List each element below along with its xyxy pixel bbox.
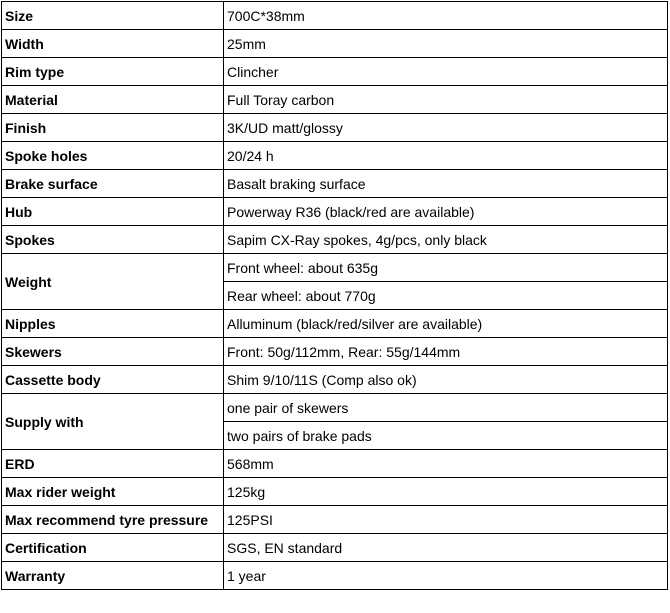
table-row xyxy=(2,198,668,226)
table-row xyxy=(2,450,668,478)
spec-value: 3K/UD matt/glossy xyxy=(224,114,668,142)
table-row xyxy=(2,338,668,366)
spec-value: Front wheel: about 635g xyxy=(224,254,668,282)
spec-label: Skewers xyxy=(2,338,224,366)
spec-label: Brake surface xyxy=(2,170,224,198)
spec-value: 125kg xyxy=(224,478,668,506)
spec-value: Basalt braking surface xyxy=(224,170,668,198)
spec-label: Certification xyxy=(2,534,224,562)
spec-label: Warranty xyxy=(2,562,224,590)
spec-value: Sapim CX-Ray spokes, 4g/pcs, only black xyxy=(224,226,668,254)
spec-label: Max rider weight xyxy=(2,478,224,506)
spec-value: SGS, EN standard xyxy=(224,534,668,562)
table-row xyxy=(2,394,668,422)
spec-label: Max recommend tyre pressure xyxy=(2,506,224,534)
table-row xyxy=(2,254,668,282)
spec-label: Cassette body xyxy=(2,366,224,394)
spec-value: 568mm xyxy=(224,450,668,478)
spec-value: Shim 9/10/11S (Comp also ok) xyxy=(224,366,668,394)
spec-label: Size xyxy=(2,2,224,30)
spec-value: Alluminum (black/red/silver are available) xyxy=(224,310,668,338)
spec-table-body xyxy=(2,2,668,590)
spec-value: 125PSI xyxy=(224,506,668,534)
spec-value: Clincher xyxy=(224,58,668,86)
spec-value: 1 year xyxy=(224,562,668,590)
table-row xyxy=(2,226,668,254)
table-row xyxy=(2,534,668,562)
spec-label: Hub xyxy=(2,198,224,226)
table-row xyxy=(2,86,668,114)
table-row xyxy=(2,142,668,170)
table-row xyxy=(2,478,668,506)
spec-value: Front: 50g/112mm, Rear: 55g/144mm xyxy=(224,338,668,366)
spec-table xyxy=(1,1,668,590)
spec-value: 20/24 h xyxy=(224,142,668,170)
spec-value: one pair of skewers xyxy=(224,394,668,422)
spec-label: Spokes xyxy=(2,226,224,254)
spec-value: Rear wheel: about 770g xyxy=(224,282,668,310)
spec-label: Weight xyxy=(2,254,224,310)
table-row xyxy=(2,562,668,590)
spec-label: ERD xyxy=(2,450,224,478)
spec-label: Material xyxy=(2,86,224,114)
table-row xyxy=(2,310,668,338)
table-row xyxy=(2,2,668,30)
spec-value: two pairs of brake pads xyxy=(224,422,668,450)
spec-label: Supply with xyxy=(2,394,224,450)
spec-value: Full Toray carbon xyxy=(224,86,668,114)
spec-label: Nipples xyxy=(2,310,224,338)
spec-label: Width xyxy=(2,30,224,58)
spec-value: 700C*38mm xyxy=(224,2,668,30)
table-row xyxy=(2,506,668,534)
spec-label: Finish xyxy=(2,114,224,142)
spec-label: Spoke holes xyxy=(2,142,224,170)
spec-value: Powerway R36 (black/red are available) xyxy=(224,198,668,226)
table-row xyxy=(2,170,668,198)
table-row xyxy=(2,366,668,394)
spec-value: 25mm xyxy=(224,30,668,58)
table-row xyxy=(2,58,668,86)
table-row xyxy=(2,30,668,58)
table-row xyxy=(2,114,668,142)
spec-label: Rim type xyxy=(2,58,224,86)
